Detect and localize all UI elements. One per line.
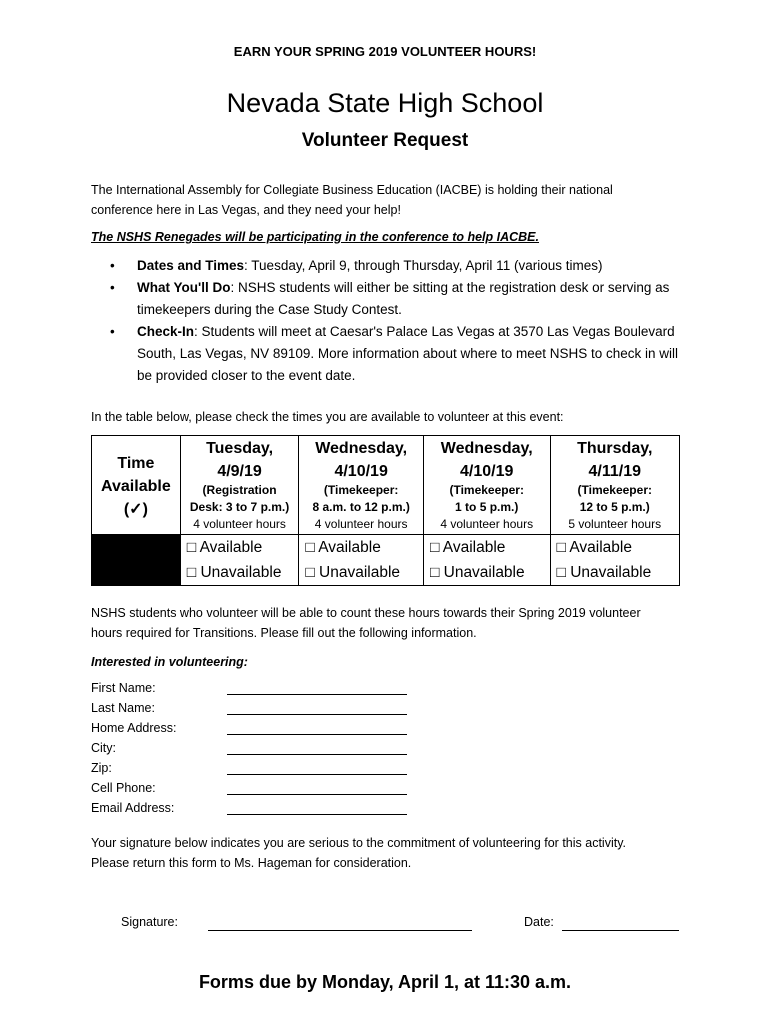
bullet-text: : Tuesday, April 9, through Thursday, April 11 (various times) (244, 258, 603, 273)
column-date: 4/11/19 (588, 463, 641, 480)
checkbox-icon[interactable]: □ (305, 564, 315, 581)
email-address-field[interactable] (227, 813, 407, 815)
column-role: (Registration (202, 483, 277, 497)
checkbox-icon[interactable]: □ (186, 539, 197, 556)
checkmark-icon: (✓) (123, 501, 148, 518)
unavailable-option[interactable] (181, 560, 299, 585)
option-label: Unavailable (319, 564, 401, 581)
unavailable-option[interactable] (424, 560, 550, 585)
city-field[interactable] (227, 753, 407, 755)
option-label: Available (569, 539, 632, 556)
column-day: Wednesday, (440, 440, 533, 457)
column-day: Tuesday, (206, 440, 274, 457)
hours-line-2: hours required for Transitions. Please fill out the following information. (91, 626, 477, 640)
signature-note-line-2: Please return this form to Ms. Hageman for consideration. (91, 856, 412, 870)
option-label: Unavailable (200, 564, 282, 581)
column-role: (Timekeeper: (577, 483, 652, 497)
city-label: City: (91, 741, 116, 755)
column-role: 1 to 5 p.m.) (455, 500, 519, 514)
bullet-label: Check-In (137, 324, 195, 339)
column-day: Thursday, (577, 440, 653, 457)
intro-line-2: conference here in Las Vegas, and they need your help! (91, 203, 401, 217)
home-address-label: Home Address: (91, 721, 177, 735)
choice-cell (423, 535, 550, 586)
interested-heading: Interested in volunteering: (91, 655, 248, 669)
column-header (550, 436, 680, 535)
column-header (299, 436, 424, 535)
unavailable-option[interactable] (551, 560, 680, 585)
option-label: Unavailable (570, 564, 652, 581)
cell-phone-label: Cell Phone: (91, 781, 156, 795)
details-list (110, 255, 685, 387)
list-item (110, 321, 685, 387)
available-option[interactable] (551, 535, 680, 560)
hours-line-1: NSHS students who volunteer will be able to count these hours towards their Spring 2019 volunteer (91, 606, 641, 620)
bullet-icon: • (110, 258, 115, 273)
bullet-icon: • (110, 280, 115, 295)
option-label: Unavailable (443, 564, 525, 581)
column-role: Desk: 3 to 7 p.m.) (189, 500, 290, 514)
available-option[interactable] (181, 535, 299, 560)
cell-phone-field[interactable] (227, 793, 407, 795)
column-hours: 4 volunteer hours (193, 517, 286, 531)
zip-label: Zip: (91, 761, 112, 775)
checkbox-icon[interactable]: □ (186, 564, 197, 581)
checkbox-icon[interactable]: □ (429, 564, 440, 581)
bullet-icon: • (110, 324, 115, 339)
option-label: Available (442, 539, 506, 556)
choice-cell (180, 535, 299, 586)
available-option[interactable] (299, 535, 423, 560)
table-header-row (92, 436, 680, 535)
option-label: Available (318, 539, 381, 556)
signature-note (91, 833, 711, 873)
available-option[interactable] (424, 535, 550, 560)
availability-table (91, 435, 680, 586)
checkbox-icon[interactable]: □ (429, 539, 440, 556)
bullet-label: Dates and Times (137, 258, 245, 273)
column-hours: 5 volunteer hours (568, 517, 662, 531)
column-hours: 4 volunteer hours (440, 517, 534, 531)
date-label: Date: (524, 915, 554, 929)
first-name-label: First Name: (91, 681, 156, 695)
list-item (110, 277, 685, 321)
home-address-field[interactable] (227, 733, 407, 735)
checkbox-icon[interactable]: □ (305, 539, 315, 556)
checkbox-icon[interactable]: □ (556, 564, 566, 581)
choice-cell (299, 535, 424, 586)
option-label: Available (199, 539, 263, 556)
email-address-label: Email Address: (91, 801, 175, 815)
column-role: 8 a.m. to 12 p.m.) (312, 500, 410, 514)
column-date: 4/9/19 (217, 463, 262, 480)
column-date: 4/10/19 (334, 463, 388, 480)
signature-note-line-1: Your signature below indicates you are serious to the commitment of volunteering for this activity. (91, 836, 626, 850)
name-cell (92, 535, 181, 586)
column-role: (Timekeeper: (323, 483, 399, 497)
last-name-label: Last Name: (91, 701, 155, 715)
intro-paragraph (91, 180, 691, 220)
choice-cell (550, 535, 680, 586)
hours-paragraph (91, 603, 691, 643)
column-day: Wednesday, (315, 440, 408, 457)
zip-field[interactable] (227, 773, 407, 775)
column-date: 4/10/19 (460, 463, 514, 480)
unavailable-option[interactable] (299, 560, 423, 585)
bullet-label: What You'll Do (137, 280, 231, 295)
column-header (180, 436, 299, 535)
table-row (92, 535, 680, 586)
emphasis-line: The NSHS Renegades will be participating in the conference to help IACBE. (91, 230, 539, 244)
time-header-line: Available (101, 478, 171, 495)
top-banner: EARN YOUR SPRING 2019 VOLUNTEER HOURS! (233, 44, 537, 59)
time-header-line: Time (117, 455, 155, 472)
intro-line-1: The International Assembly for Collegiate Business Education (IACBE) is holding their national (91, 183, 613, 197)
first-name-field[interactable] (227, 693, 407, 695)
column-role: 12 to 5 p.m.) (579, 500, 650, 514)
date-field[interactable] (562, 930, 679, 931)
column-hours: 4 volunteer hours (314, 517, 408, 531)
column-header (423, 436, 550, 535)
column-role: (Timekeeper: (449, 483, 524, 497)
bullet-text: : NSHS students will either be sitting at the registration desk or serving as timekeepers during the Case Study Contest. (137, 280, 670, 317)
table-intro: In the table below, please check the times you are available to volunteer at this event: (91, 410, 564, 424)
signature-label: Signature: (121, 915, 178, 929)
checkbox-icon[interactable]: □ (556, 539, 566, 556)
school-name: Nevada State High School (226, 88, 544, 118)
due-date-footer: Forms due by Monday, April 1, at 11:30 a.m. (198, 972, 572, 992)
bullet-text: : Students will meet at Caesar's Palace Las Vegas at 3570 Las Vegas Boulevard South, Las Vegas, NV 89109. More information about where to meet NSHS to check in will be provided closer to the event date. (137, 324, 679, 383)
last-name-field[interactable] (227, 713, 407, 715)
list-item (110, 255, 685, 277)
signature-field[interactable] (208, 930, 472, 931)
page-title: Volunteer Request (301, 130, 469, 151)
time-available-header (92, 436, 181, 535)
